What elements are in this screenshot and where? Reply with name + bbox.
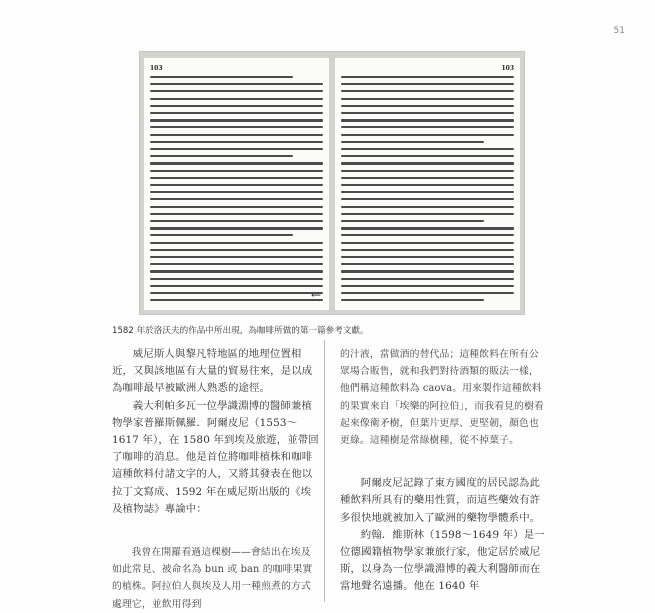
scan-text-line (150, 177, 323, 179)
right-paragraph-2: 約翰．維斯林（1598～1649 年）是一位德國籍植物學家兼旅行家，他定居於威尼斯，以身為一位學識淵博的義大利醫師而在當地聲名遠播。他在 1640 年 (340, 528, 545, 593)
scan-text-line (150, 270, 323, 272)
scan-text-line (150, 112, 323, 114)
scan-text-line (150, 134, 323, 136)
left-column (112, 346, 320, 613)
left-quote: 我曾在開羅看過這棵樹——會結出在埃及如此常見、被命名為 bun 或 ban 的咖啡果實的植株。阿拉伯人與埃及人用一種煎煮的方式處理它，並飲用得到 (112, 547, 313, 610)
scan-text-line (341, 177, 514, 179)
scan-text-line (150, 76, 293, 78)
scan-text-line (341, 148, 514, 150)
scan-text-line (150, 155, 293, 157)
scan-text-line (150, 285, 323, 287)
scan-text-line (341, 134, 514, 136)
scan-text-line (150, 292, 323, 294)
page-number: 51 (613, 26, 625, 36)
scan-text-line (150, 184, 323, 186)
scan-text-line (150, 126, 323, 128)
scan-right-page (335, 58, 520, 310)
scan-text-line (341, 76, 514, 78)
scan-text-line (150, 206, 323, 208)
scan-text-line (341, 292, 514, 294)
scan-text-line (341, 162, 514, 164)
scan-text-line (341, 213, 514, 215)
scan-text-line (341, 119, 514, 121)
scan-text-line (150, 170, 323, 172)
scan-text-line (150, 299, 323, 301)
scan-text-line (341, 126, 514, 128)
column-divider (324, 340, 325, 602)
scan-text-line (341, 206, 514, 208)
left-paragraph-2: 義大利帕多瓦一位學識淵博的醫師兼植物學家普羅斯佩羅．阿爾皮尼（1553～1617 年），在 1580 年到埃及旅遊，並帶回了咖啡的消息。他是首位將咖啡植株和咖啡這種飲料付諸文字的人，又將其發表在他以拉丁文寫成、1592 年在威尼斯出版的《埃及植物誌》專論中： (112, 399, 319, 515)
scan-text-line (150, 119, 323, 121)
scan-left-page (144, 58, 329, 310)
scan-text-line (341, 256, 514, 258)
scan-text-line (150, 148, 323, 150)
scan-text-line (341, 220, 484, 222)
right-column (340, 346, 548, 596)
scan-text-line (150, 242, 323, 244)
scan-text-line (341, 170, 514, 172)
scan-text-line (341, 98, 514, 100)
figure-caption: 1582 年於洛沃夫的作品中所出現，為咖啡所做的第一篇參考文獻。 (112, 326, 369, 336)
scan-text-line (341, 299, 484, 301)
scan-text-line (341, 141, 484, 143)
scan-text-line (341, 155, 514, 157)
scan-text-line (341, 263, 514, 265)
scan-text-line (150, 249, 323, 251)
scan-text-line (341, 285, 514, 287)
scan-text-line (150, 234, 293, 236)
scan-text-line (150, 162, 323, 164)
scan-pointer-arrow-icon: ← (310, 288, 321, 302)
scan-text-line (341, 278, 514, 280)
scan-text-line (150, 227, 323, 229)
scan-text-line (150, 263, 323, 265)
scan-text-line (150, 278, 323, 280)
scan-text-line (341, 112, 514, 114)
scan-left-head: 103 (150, 65, 163, 72)
scan-text-line (341, 191, 514, 193)
scan-text-line (341, 227, 514, 229)
scan-text-line (341, 105, 514, 107)
scan-text-line (150, 198, 323, 200)
scan-text-line (150, 105, 323, 107)
scan-text-line (341, 270, 514, 272)
scan-text-line (150, 98, 323, 100)
scan-text-line (341, 234, 514, 236)
scan-text-line (150, 83, 323, 85)
scan-text-line (341, 184, 514, 186)
scan-text-line (341, 90, 514, 92)
scan-text-line (150, 213, 323, 215)
scanned-book-image (140, 52, 524, 314)
left-paragraph-1: 威尼斯人與黎凡特地區的地理位置相近，又與該地區有大量的貿易往來，是以成為咖啡最早被歐洲人熟悉的途徑。 (112, 348, 313, 395)
scan-right-head: 103 (501, 65, 514, 72)
scan-text-line (150, 90, 323, 92)
scan-text-line (341, 242, 514, 244)
scan-text-line (341, 83, 514, 85)
scan-text-line (150, 191, 323, 193)
scan-text-line (150, 220, 323, 222)
right-paragraph-1: 阿爾皮尼記錄了東方國度的居民認為此種飲料所具有的藥用性質，而這些藥效有許多很快地就被加入了歐洲的藥物學體系中。 (340, 477, 541, 524)
scan-text-line (150, 141, 323, 143)
right-quote: 的汁液，當做酒的替代品；這種飲料在所有公眾場合販售，就和我們對待酒類的販法一樣，他們稱這種飲料為 caova。用來製作這種飲料的果實來自「埃樂的阿拉伯」，而我看見的樹看起來像衛矛樹，但葉片更厚、更堅韌，顏色也更綠。這種樹是常綠樹種，從不掉葉子。 (340, 349, 544, 447)
scan-text-line (150, 256, 323, 258)
scan-text-line (341, 198, 514, 200)
scan-text-line (341, 249, 514, 251)
